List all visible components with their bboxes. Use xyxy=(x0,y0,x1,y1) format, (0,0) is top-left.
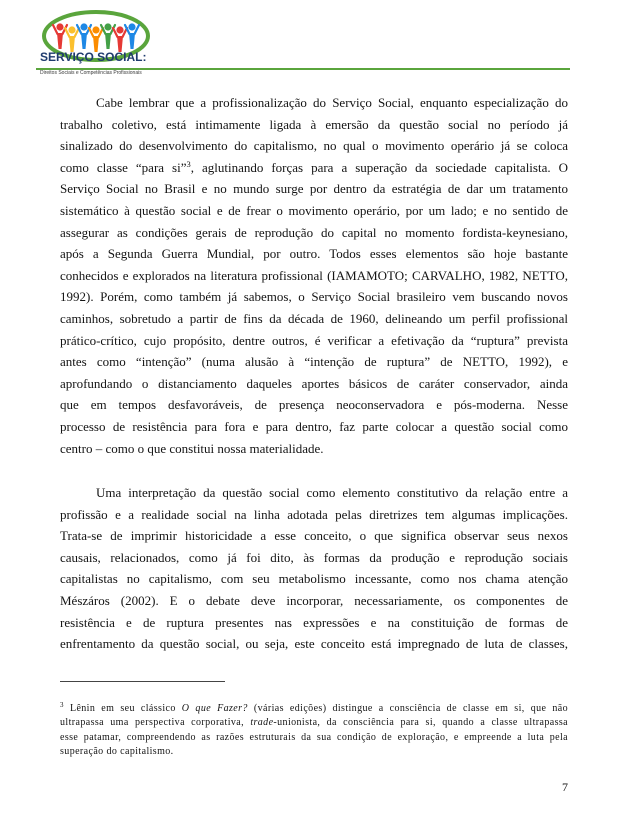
footnote xyxy=(60,702,568,759)
paragraph xyxy=(60,482,568,655)
logo-person-figure xyxy=(89,26,103,52)
text-line: capitalistas no capitalismo, com seu metabolismo incessante, como nos chama atenção xyxy=(60,571,568,587)
text-line: Serviço Social no Brasil e no mundo surge por dentro da estratégia de dar um tratamento xyxy=(60,181,568,197)
text-line: trabalho coletivo, está intimamente ligada à emersão da questão social no período já xyxy=(60,116,568,132)
logo-title: SERVIÇO SOCIAL: xyxy=(40,50,147,64)
paragraph xyxy=(60,92,568,459)
text-line: profissão e a realidade social na linha adotada pelas diretrizes tem algumas implicações. xyxy=(60,506,568,522)
text-line: que em tempos desfavoráveis, de presença neoconservadora e pós-moderna. Nesse xyxy=(60,397,568,413)
text-line: Uma interpretação da questão social como elemento constitutivo da relação entre a xyxy=(96,485,568,500)
text-line: aprofundando o distanciamento daqueles aportes básicos de caráter conservador, ainda xyxy=(60,375,568,391)
text-segment: ultrapassa uma perspectiva corporativa, xyxy=(60,717,251,729)
cited-book-title: O que Fazer? xyxy=(181,703,248,714)
logo-person-figure xyxy=(113,26,127,52)
text-line: prático-crítico, cujo propósito, dentre outros, é verificar a efetivação da “ruptura” prevista xyxy=(60,332,568,348)
italic-term: trade xyxy=(250,717,274,729)
text-line: sistemático à questão social e de frear o movimento operário, por um lado; e no sentido de xyxy=(60,202,568,218)
text-line: assegurar as condições gerais de reprodução do capital no momento fordista-keynesiano, xyxy=(60,224,568,240)
footnote-line: esse patamar, compreendendo as razões estruturais da sua condição de exploração, e empreende a luta pela xyxy=(60,731,568,743)
footnote-marker: 3 xyxy=(60,701,64,709)
logo-person-figure xyxy=(65,26,79,52)
text-line: Cabe lembrar que a profissionalização do Serviço Social, enquanto especialização do xyxy=(96,95,568,110)
text-line: Mészáros (2002). E o debate deve incorporar, necessariamente, os componentes de xyxy=(60,592,568,608)
logo-subtitle: Direitos Sociais e Competências Profissionais xyxy=(40,70,142,76)
text-line: processo de resistência para fora e para dentro, faz parte colocar a questão social como xyxy=(60,418,568,434)
footnote-line xyxy=(60,716,568,730)
text-line: enfrentamento da questão social, ou seja, este conceito está impregnado de luta de classes, xyxy=(60,636,568,652)
footnote-separator xyxy=(60,681,225,682)
text-line: 1992). Porém, como também já sabemos, o Serviço Social brasileiro vem buscando novos xyxy=(60,289,568,305)
page-number: 7 xyxy=(562,780,568,794)
text-line: caminhos, sobretudo a partir de fins da década de 1960, delineando um perfil profissional xyxy=(60,310,568,326)
footnote-line xyxy=(60,702,568,716)
text-line: sinalizado do desenvolvimento do capitalismo, no qual o movimento operário já se coloca xyxy=(60,138,568,154)
text-line: resistência e de ruptura presentes nas expressões e na constituição de formas de xyxy=(60,614,568,630)
logo-person-figure xyxy=(125,23,139,49)
text-line: após a Segunda Guerra Mundial, por outro. Todos esses elementos são hoje bastante xyxy=(60,246,568,262)
text-segment: (várias edições) distingue a consciência de classe em si, que não xyxy=(247,703,569,714)
text-line: causais, relacionados, como já foi dito, às formas da produção e reprodução sociais xyxy=(60,549,568,565)
text-segment: Lênin em seu clássico xyxy=(69,703,182,714)
text-line xyxy=(60,157,568,179)
text-segment: como classe “para si” xyxy=(60,159,187,175)
footnote-reference: 3 xyxy=(186,158,191,169)
text-line: Trata-se de imprimir historicidade a esse conceito, o que significa observar seus nexos xyxy=(60,528,568,544)
text-line: centro – como o que constitui nossa materialidade. xyxy=(60,440,324,456)
text-segment: , aglutinando forças para a superação da sociedade capitalista. O xyxy=(190,159,568,175)
text-segment: -unionista, da consciência para si, quando a classe ultrapassa xyxy=(273,717,568,729)
text-line: antes como “intenção” (numa alusão à “intenção de ruptura” de NETTO, 1992), e xyxy=(60,354,568,370)
footnote-line: superação do capitalismo. xyxy=(60,745,174,757)
text-line: conhecidos e explorados na literatura profissional (IAMAMOTO; CARVALHO, 1982, NETTO, xyxy=(60,267,568,283)
